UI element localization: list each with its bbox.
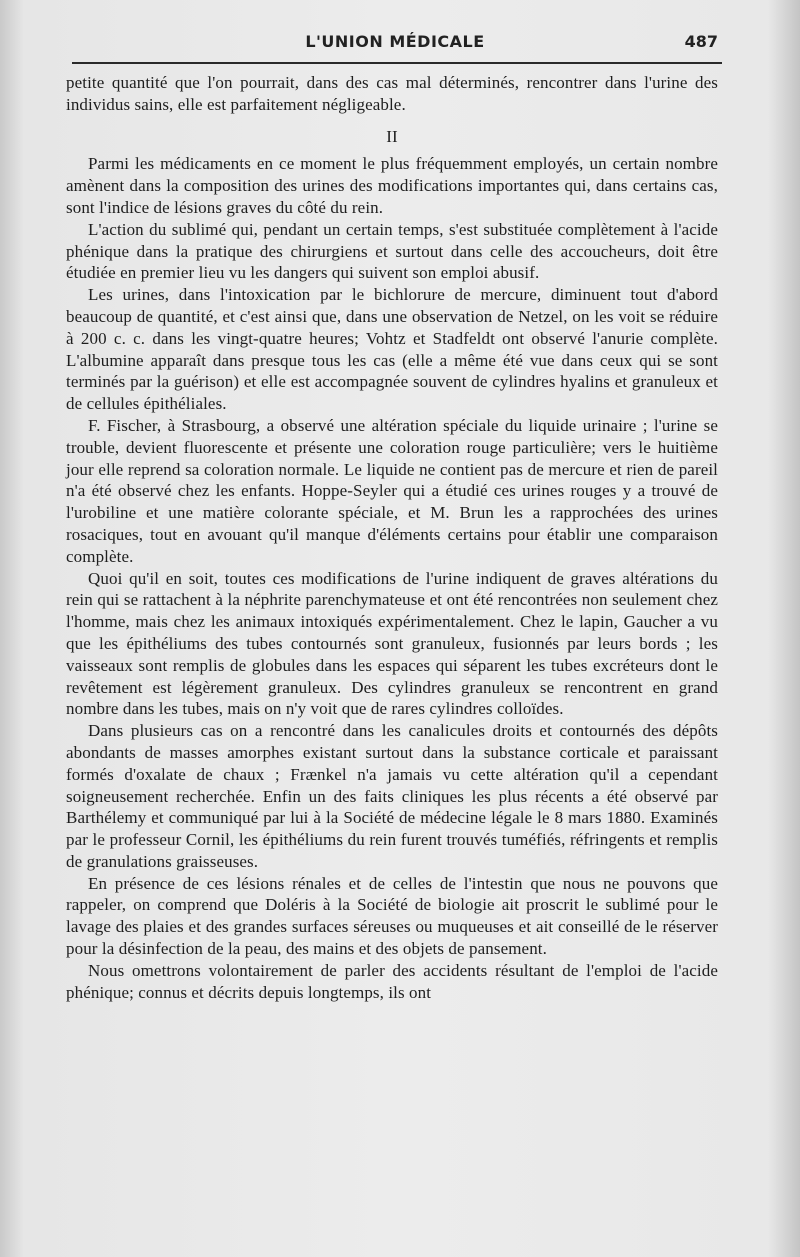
paragraph: En présence de ces lésions rénales et de celles de l'intestin que nous ne pouvons que rappeler, on comprend que Doléris à la Société de biologie ait proscrit le sublimé pour le lavage des plaies et des grandes surfaces séreuses ou muqueuses et ait conseillé de le réserver pour la désinfection de la peau, des mains et des objets de pansement.	[66, 873, 718, 959]
paragraph: Dans plusieurs cas on a rencontré dans les canalicules droits et contournés des dépôts abondants de masses amorphes existant surtout dans la substance corticale et paraissant formés d'oxalate de chaux ; Frænkel n'a jamais vu cette altération qu'il a cependant soigneusement recherchée. Enfin un des faits cliniques les plus récents a été observé par Barthélemy et communiqué par lui à la Société de médecine légale le 8 mars 1880. Examinés par le professeur Cornil, les épithéliums du rein furent trouvés tuméfiés, réfringents et remplis de granulations graisseuses.	[66, 721, 718, 871]
paragraph: Les urines, dans l'intoxication par le bichlorure de mercure, diminuent tout d'abord beaucoup de quantité, et c'est ainsi que, dans une observation de Netzel, on les voit se réduire à 200 c. c. dans les vingt-quatre heures; Vohtz et Stadfeldt ont observé l'anurie complète. L'albumine apparaît dans presque tous les cas (elle a même été vue dans ceux qui se sont terminés par la guérison) et elle est accompagnée souvent de cylindres hyalins et granuleux et de cellules épithéliales.	[66, 285, 718, 414]
paragraph: Quoi qu'il en soit, toutes ces modifications de l'urine indiquent de graves altérations du rein qui se rattachent à la néphrite parenchymateuse et ont été rencontrées non seulement chez l'homme, mais chez les animaux intoxiqués expérimentalement. Chez le lapin, Gaucher a vu que les épithéliums des tubes contournés sont granuleux, fusionnés par leurs bords ; les vaisseaux sont remplis de globules dans les espaces qui séparent les tubes excréteurs dont le revêtement est légèrement granuleux. Des cylindres granuleux se rencontrent en grand nombre dans les tubes, mais on n'y voit que de rares cylindres colloïdes.	[66, 568, 718, 719]
body-text	[66, 72, 718, 1003]
page-header	[66, 28, 724, 58]
header-rule	[72, 62, 722, 64]
paragraph: Parmi les médicaments en ce moment le plus fréquemment employés, un certain nombre amènent dans la composition des urines des modifications importantes qui, dans certains cas, sont l'indice de lésions graves du côté du rein.	[66, 154, 718, 217]
section-number: II	[386, 126, 398, 146]
page-number: 487	[684, 32, 718, 51]
paragraph: Nous omettrons volontairement de parler des accidents résultant de l'emploi de l'acide phénique; connus et décrits depuis longtemps, ils ont	[66, 960, 718, 1002]
paragraph: L'action du sublimé qui, pendant un certain temps, s'est substituée complètement à l'acide phénique dans la pratique des chirurgiens et surtout dans celle des accoucheurs, doit être étudiée en premier lieu vu les dangers qui suivent son emploi abusif.	[66, 219, 718, 283]
running-title: L'UNION MÉDICALE	[305, 32, 485, 51]
paragraph: F. Fischer, à Strasbourg, a observé une altération spéciale du liquide urinaire ; l'urine se trouble, devient fluorescente et présente une coloration rouge particulière; vers le huitième jour elle reprend sa coloration normale. Le liquide ne contient pas de mercure et rien de pareil n'a été observé chez les enfants. Hoppe-Seyler qui a étudié ces urines rouges y a trouvé de l'urobiline et une matière colorante spéciale, et M. Brun les a rapprochées des urines rosaciques, tout en avouant qu'il manque d'éléments certains pour établir une comparaison complète.	[66, 415, 718, 566]
paragraph-continuation: petite quantité que l'on pourrait, dans des cas mal déterminés, rencontrer dans l'urine des individus sains, elle est parfaitement négligeable.	[66, 73, 718, 114]
